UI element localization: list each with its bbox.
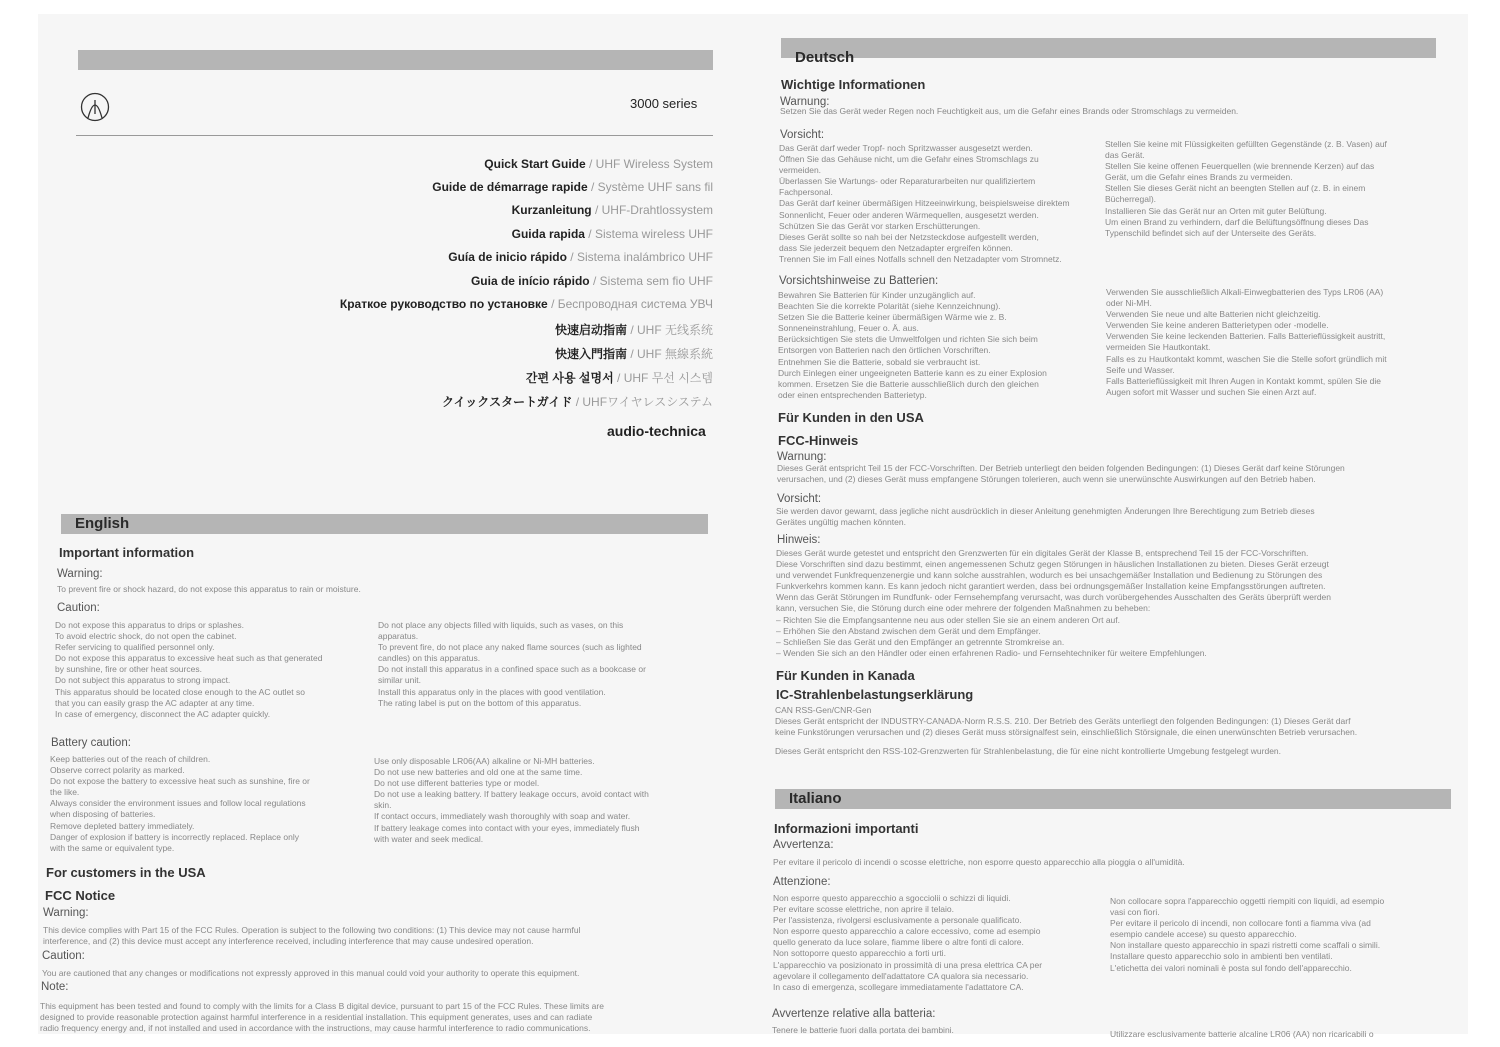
text-line: vermeiden Sie Hautkontakt. xyxy=(1106,342,1211,353)
deutsch-fcc-note-text xyxy=(776,548,1331,659)
guide-title-row xyxy=(512,203,713,217)
text-line: oder einen entsprechenden Batterietyp. xyxy=(778,389,927,400)
guide-title-row xyxy=(555,321,713,338)
text-line: Verwenden Sie ausschließlich Alkali-Einwegbatterien des Typs LR06 (AA) xyxy=(1106,287,1384,297)
text-line: Gerät, um die Gefahr eines Brands zu vermeiden. xyxy=(1105,172,1293,183)
guide-subtitle: / UHF 无线系统 xyxy=(627,323,713,337)
guide-subtitle: / Sistema sem fio UHF xyxy=(589,274,713,288)
text-line: In case of emergency, disconnect the AC adapter quickly. xyxy=(55,708,271,719)
text-line: Seife und Wasser. xyxy=(1106,364,1175,375)
english-battery-label: Battery caution: xyxy=(51,737,131,749)
deutsch-section-title: Deutsch xyxy=(795,49,855,66)
text-line: Do not install this apparatus in a confined space such as a bookcase or xyxy=(378,664,646,675)
deutsch-caution-left xyxy=(779,143,1070,265)
italiano-battery-right: Utilizzare esclusivamente batterie alcaline LR06 (AA) non ricaricabili o xyxy=(1110,1029,1374,1039)
text-line: quello generato da luce solare, fiamme libere o altre fonti di calore. xyxy=(773,937,1024,948)
english-battery-left xyxy=(50,754,310,854)
text-line: Setzen Sie die Batterie keiner übermäßigen Wärme wie z. B. xyxy=(778,312,1007,323)
text-line: Diese Vorschriften sind dazu bestimmt, einen angemessenen Schutz gegen Störungen in häuslichen Installationen zu bieten. Dieses Gerät erzeugt xyxy=(776,559,1329,570)
text-line: Do not expose this apparatus to drips or splashes. xyxy=(55,620,244,630)
deutsch-warning-label: Warnung: xyxy=(780,96,830,108)
text-line: CAN RSS-Gen/CNR-Gen xyxy=(775,705,872,715)
text-line: Do not use new batteries and old one at the same time. xyxy=(374,767,583,778)
text-line: by sunshine, fire or other heat sources. xyxy=(55,664,202,675)
deutsch-fcc-caution-label: Vorsicht: xyxy=(777,493,822,505)
text-line: Öffnen Sie das Gehäuse nicht, um die Gefahr eines Stromschlags zu xyxy=(779,154,1039,165)
text-line: Um einen Brand zu verhindern, darf die Belüftungsöffnung dieses Das xyxy=(1105,216,1369,227)
guide-subtitle: / Sistema inalámbrico UHF xyxy=(566,250,713,264)
italiano-caution-label: Attenzione: xyxy=(773,876,831,888)
text-line: Falls Batterieflüssigkeit mit Ihren Augen in Kontakt kommt, spülen Sie die xyxy=(1106,375,1381,386)
text-line: Do not place any objects filled with liquids, such as vases, on this xyxy=(378,620,624,630)
guide-title-row xyxy=(555,345,713,362)
text-line: Non esporre questo apparecchio a calore eccessivo, come ad esempio xyxy=(773,926,1041,937)
guide-title: 快速启动指南 xyxy=(554,323,627,337)
text-line: similar unit. xyxy=(378,675,421,686)
deutsch-fcc-warning-label: Warnung: xyxy=(777,451,827,463)
text-line: when disposing of batteries. xyxy=(50,809,156,820)
text-line: with water and seek medical. xyxy=(374,833,484,844)
guide-title-row xyxy=(442,393,713,410)
guide-title: Guida rapida xyxy=(511,227,585,241)
guide-title: クイックスタートガイド xyxy=(442,395,573,409)
deutsch-ic-text xyxy=(775,705,1357,738)
english-fcc-note-label: Note: xyxy=(41,981,69,993)
audio-technica-logo-icon xyxy=(80,92,110,122)
text-line: designed to provide reasonable protection against harmful interference in a residential installation. This equipment generates, uses and can radiate xyxy=(40,1012,593,1023)
english-fcc-warning-text xyxy=(43,925,580,947)
english-section-bar xyxy=(61,514,708,534)
text-line: Beachten Sie die korrekte Polarität (siehe Kennzeichnung). xyxy=(778,301,1001,312)
series-label: 3000 series xyxy=(630,96,698,111)
deutsch-battery-left xyxy=(778,290,1047,401)
english-fcc-caution-label: Caution: xyxy=(42,950,85,962)
text-line: Danger of explosion if battery is incorrectly replaced. Replace only xyxy=(50,831,299,842)
guide-title: Guia de início rápido xyxy=(470,274,590,288)
text-line: interference, and (2) this device must accept any interference received, including interference that may cause undesired operation. xyxy=(43,936,534,947)
english-caution-left xyxy=(55,620,322,720)
text-line: Gerätes ungültig machen könnten. xyxy=(776,517,906,528)
text-line: – Erhöhen Sie den Abstand zwischen dem Gerät und dem Empfänger. xyxy=(776,625,1041,636)
text-line: vermeiden. xyxy=(779,165,822,176)
text-line: This equipment has been tested and found to comply with the limits for a Class B digital device, pursuant to part 15 of the FCC Rules. These limits are xyxy=(40,1001,604,1011)
english-fcc-heading: FCC Notice xyxy=(45,888,116,903)
text-line: the like. xyxy=(50,787,80,798)
italiano-caution-left xyxy=(773,893,1042,993)
text-line: that you can easily grasp the AC adapter at any time. xyxy=(55,697,255,708)
text-line: Typenschild befindet sich auf der Unterseite des Geräts. xyxy=(1105,227,1317,238)
text-line: Non sottoporre questo apparecchio a forti urti. xyxy=(773,948,946,959)
text-line: This device complies with Part 15 of the FCC Rules. Operation is subject to the following two conditions: (1) This device may not cause harmful xyxy=(43,925,581,935)
italiano-battery-label: Avvertenze relative alla batteria: xyxy=(772,1008,936,1020)
guide-subtitle: / UHF Wireless System xyxy=(585,157,713,171)
text-line: If battery leakage comes into contact with your eyes, immediately flush xyxy=(374,822,640,833)
text-line: L'apparecchio va posizionato in prossimità di una presa elettrica CA per xyxy=(773,959,1043,970)
text-line: Observe correct polarity as marked. xyxy=(50,765,185,776)
text-line: – Schließen Sie das Gerät und den Empfänger an getrennte Stromkreise an. xyxy=(776,636,1065,647)
english-warning-label: Warning: xyxy=(57,568,103,580)
italiano-section-bar xyxy=(775,789,1451,809)
brand-wordmark: audio-technica xyxy=(607,423,706,439)
text-line: radio frequency energy and, if not installed and used in accordance with the instructions, may cause harmful interference to radio communications. xyxy=(40,1023,591,1034)
text-line: Non collocare sopra l'apparecchio oggetti riempiti con liquidi, ad esempio xyxy=(1110,896,1385,906)
text-line: Entnehmen Sie die Batterie, sobald sie verbraucht ist. xyxy=(778,356,981,367)
guide-title: Kurzanleitung xyxy=(511,203,592,217)
text-line: und verwendet Funkfrequenzenergie und kann solche ausstrahlen, wodurch es bei unsachgemäßer Installation und Bedienung zu Störungen des xyxy=(776,570,1323,581)
deutsch-fcc-heading: FCC-Hinweis xyxy=(778,433,859,448)
guide-title: Краткое руководство по установке xyxy=(339,297,548,311)
italiano-battery-left: Tenere le batterie fuori dalla portata dei bambini. xyxy=(772,1025,954,1035)
deutsch-canada-heading: Für Kunden in Kanada xyxy=(776,668,915,683)
text-line: Fachpersonal. xyxy=(779,187,833,198)
text-line: Install this apparatus only in the places with good ventilation. xyxy=(378,686,606,697)
english-usa-heading: For customers in the USA xyxy=(46,865,206,880)
italiano-caution-right xyxy=(1110,896,1384,974)
guide-subtitle: / Système UHF sans fil xyxy=(587,180,713,194)
english-battery-right xyxy=(374,756,649,845)
text-line: Verwenden Sie neue und alte Batterien nicht gleichzeitig. xyxy=(1106,309,1321,320)
text-line: Falls es zu Hautkontakt kommt, waschen Sie die Stelle sofort gründlich mit xyxy=(1106,353,1387,364)
text-line: In caso di emergenza, scollegare immediatamente l'adattatore CA. xyxy=(773,981,1024,992)
deutsch-caution-right xyxy=(1105,139,1387,239)
guide-title-row xyxy=(512,227,713,241)
text-line: If contact occurs, immediately wash thoroughly with soap and water. xyxy=(374,811,631,822)
text-line: skin. xyxy=(374,800,392,811)
guide-title: 간편 사용 설명서 xyxy=(525,371,614,385)
deutsch-battery-right xyxy=(1106,287,1387,398)
text-line: Per evitare scosse elettriche, non aprire il telaio. xyxy=(773,904,954,915)
italiano-warning-label: Avvertenza: xyxy=(773,839,834,851)
text-line: Dieses Gerät entspricht Teil 15 der FCC-Vorschriften. Der Betrieb unterliegt den beiden folgenden Bedingungen: (1) Dieses Gerät darf keine Störungen xyxy=(777,463,1345,473)
english-warning-text: To prevent fire or shock hazard, do not expose this apparatus to rain or moisture. xyxy=(57,584,361,594)
text-line: The rating label is put on the bottom of this apparatus. xyxy=(378,697,582,708)
text-line: Do not use a leaking battery. If battery leakage occurs, avoid contact with xyxy=(374,789,649,800)
guide-title-row xyxy=(432,180,713,194)
text-line: keine Funkstörungen verursachen und (2) dieses Gerät muss störsignalfest sein, einschließlich Störsignale, die einen unerwünschten Betrieb verursachen. xyxy=(775,727,1358,738)
guide-title-row xyxy=(484,157,713,171)
deutsch-battery-label: Vorsichtshinweise zu Batterien: xyxy=(779,275,939,287)
text-line: Verwenden Sie keine leckenden Batterien. Falls Batterieflüssigkeit austritt, xyxy=(1106,331,1386,342)
guide-subtitle: / Sistema wireless UHF xyxy=(584,227,713,241)
text-line: To prevent fire, do not place any naked flame sources (such as lighted xyxy=(378,642,642,653)
text-line: Keep batteries out of the reach of children. xyxy=(50,754,211,764)
text-line: das Gerät. xyxy=(1105,150,1145,161)
guide-subtitle: / UHF 無線系統 xyxy=(627,347,713,361)
deutsch-important-heading: Wichtige Informationen xyxy=(781,77,926,92)
text-line: Schützen Sie das Gerät vor starken Erschütterungen. xyxy=(779,220,981,231)
text-line: Trennen Sie im Fall eines Notfalls schnell den Netzadapter vom Stromnetz. xyxy=(779,253,1062,264)
text-line: Use only disposable LR06(AA) alkaline or Ni-MH batteries. xyxy=(374,756,595,766)
text-line: Non esporre questo apparecchio a sgocciolii o schizzi di liquidi. xyxy=(773,893,1011,903)
italiano-warning-text: Per evitare il pericolo di incendi o scosse elettriche, non esporre questo apparecchio alla pioggia o all'umidità. xyxy=(773,857,1185,867)
cover-rule xyxy=(76,135,713,136)
guide-title-row xyxy=(471,274,713,288)
text-line: agevolare il collegamento dell'adattatore CA qualora sia necessario. xyxy=(773,970,1029,981)
english-fcc-caution-text: You are cautioned that any changes or modifications not expressly approved in this manual could void your authority to operate this equipment. xyxy=(42,968,580,978)
english-caution-right xyxy=(378,620,646,709)
text-line: Non installare questo apparecchio in spazi ristretti come scaffali o simili. xyxy=(1110,940,1381,951)
deutsch-usa-heading: Für Kunden in den USA xyxy=(778,410,924,425)
cover-header-bar xyxy=(78,50,713,70)
text-line: Sie werden davor gewarnt, dass jegliche nicht ausdrücklich in dieser Anleitung genehmigten Änderungen Ihre Berechtigung zum Betrieb dieses xyxy=(776,506,1315,516)
deutsch-ic-text-2: Dieses Gerät entspricht den RSS-102-Grenzwerten für Strahlenbelastung, die für eine nicht kontrollierte Umgebung festgelegt wurden. xyxy=(775,746,1282,756)
text-line: L'etichetta dei valori nominali è posta sul fondo dell'apparecchio. xyxy=(1110,962,1352,973)
guide-title: 快速入門指南 xyxy=(554,347,627,361)
text-line: This apparatus should be located close enough to the AC outlet so xyxy=(55,686,305,697)
text-line: Verwenden Sie keine anderen Batterietypen oder -modelle. xyxy=(1106,320,1329,331)
text-line: Berücksichtigen Sie stets die Umweltfolgen und richten Sie sich beim xyxy=(778,334,1038,345)
text-line: esempio candele accese) su questo apparecchio. xyxy=(1110,929,1297,940)
text-line: Do not expose this apparatus to excessive heat such as that generated xyxy=(55,653,323,664)
text-line: Per evitare il pericolo di incendi, non collocare fonti a fiamma viva (ad xyxy=(1110,918,1371,929)
deutsch-caution-label: Vorsicht: xyxy=(780,129,825,141)
guide-subtitle: / UHFワイヤレスシステム xyxy=(572,395,713,409)
guide-subtitle: / UHF 무선 시스템 xyxy=(613,371,713,385)
guide-title: Guía de inicio rápido xyxy=(448,250,567,264)
text-line: Installieren Sie das Gerät nur an Orten mit guter Belüftung. xyxy=(1105,205,1327,216)
text-line: Sonnenlicht, Feuer oder anderen Wärmequellen, ausgesetzt werden. xyxy=(779,209,1039,220)
text-line: Entsorgen von Batterien nach den örtlichen Vorschriften. xyxy=(778,345,991,356)
text-line: Dieses Gerät wurde getestet und entspricht den Grenzwerten für ein digitales Gerät der Klasse B, entsprechend Teil 15 der FCC-Vorschriften. xyxy=(776,548,1309,558)
text-line: apparatus. xyxy=(378,631,419,642)
guide-title: Quick Start Guide xyxy=(484,157,586,171)
deutsch-warning-text: Setzen Sie das Gerät weder Regen noch Feuchtigkeit aus, um die Gefahr eines Brands oder Stromschlags zu vermeiden. xyxy=(780,106,1239,116)
text-line: – Richten Sie die Empfangsantenne neu aus oder stellen Sie sie an einem anderen Ort auf. xyxy=(776,614,1120,625)
guide-subtitle: / Беспроводная система УВЧ xyxy=(547,297,713,311)
text-line: Remove depleted battery immediately. xyxy=(50,820,195,831)
text-line: dass Sie jederzeit bequem den Netzadapter ergreifen können. xyxy=(779,242,1013,253)
text-line: Funkverkehrs kommen kann. Es kann jedoch nicht garantiert werden, dass bei ordnungsgemäßer Installation keine Empfangsstörungen auftreten. xyxy=(776,581,1326,592)
text-line: verursachen, und (2) dieses Gerät muss empfangene Störungen tolerieren, auch wenn sie unerwünschte Auswirkungen auf den Betrieb haben. xyxy=(777,474,1316,485)
text-line: kann, versuchen Sie, die Störung durch eine oder mehrere der folgenden Maßnahmen zu beheben: xyxy=(776,603,1151,614)
text-line: Do not expose the battery to excessive heat such as sunshine, fire or xyxy=(50,776,310,787)
guide-title-row xyxy=(448,250,713,264)
text-line: Augen sofort mit Wasser und suchen Sie einen Arzt auf. xyxy=(1106,386,1317,397)
text-line: Das Gerät darf weder Tropf- noch Spritzwasser ausgesetzt werden. xyxy=(779,143,1033,153)
deutsch-fcc-caution-text xyxy=(776,506,1315,528)
text-line: Stellen Sie dieses Gerät nicht an beengten Stellen auf (z. B. in einem xyxy=(1105,183,1366,194)
text-line: Sonneneinstrahlung, Feuer o. Ä. aus. xyxy=(778,323,919,334)
text-line: Refer servicing to qualified personnel only. xyxy=(55,642,215,653)
text-line: Per l'assistenza, rivolgersi esclusivamente a personale qualificato. xyxy=(773,915,1022,926)
text-line: Dieses Gerät entspricht der INDUSTRY-CANADA-Norm R.S.S. 210. Der Betrieb des Geräts unterliegt den folgenden Bedingungen: (1) Dieses Gerät darf xyxy=(775,716,1351,727)
text-line: Always consider the environment issues and follow local regulations xyxy=(50,798,306,809)
guide-title-row xyxy=(340,297,713,311)
text-line: Durch Einlegen einer ungeeigneten Batterie kann es zu einer Explosion xyxy=(778,367,1047,378)
text-line: Dieses Gerät sollte so nah bei der Netzsteckdose aufgestellt werden, xyxy=(779,231,1039,242)
deutsch-section-bar xyxy=(781,38,1436,66)
italiano-important-heading: Informazioni importanti xyxy=(774,821,919,836)
text-line: kommen. Ersetzen Sie die Batterie ausschließlich durch den gleichen xyxy=(778,378,1039,389)
guide-title: Guide de démarrage rapide xyxy=(432,180,588,194)
text-line: Stellen Sie keine mit Flüssigkeiten gefüllten Gegenstände (z. B. Vasen) auf xyxy=(1105,139,1387,149)
text-line: – Wenden Sie sich an den Händler oder einen erfahrenen Radio- und Fernsehtechniker für weitere Empfehlungen. xyxy=(776,647,1207,658)
guide-subtitle: / UHF-Drahtlossystem xyxy=(591,203,713,217)
text-line: vasi con fiori. xyxy=(1110,907,1160,918)
text-line: candles) on this apparatus. xyxy=(378,653,481,664)
text-line: To avoid electric shock, do not open the cabinet. xyxy=(55,631,237,642)
deutsch-fcc-warning-text xyxy=(777,463,1345,485)
english-important-heading: Important information xyxy=(59,545,195,560)
english-fcc-note-text xyxy=(40,1001,604,1034)
text-line: Do not subject this apparatus to strong impact. xyxy=(55,675,231,686)
english-fcc-warning-label: Warning: xyxy=(43,907,89,919)
text-line: Das Gerät darf keiner übermäßigen Hitzeeinwirkung, beispielsweise direktem xyxy=(779,198,1070,209)
text-line: with the same or equivalent type. xyxy=(50,842,175,853)
text-line: Bewahren Sie Batterien für Kinder unzugänglich auf. xyxy=(778,290,976,300)
text-line: Wenn das Gerät Störungen im Rundfunk- oder Fernsehempfang verursacht, was durch vorübergehendes Ausschalten des Geräts überprüft werden xyxy=(776,592,1332,603)
deutsch-fcc-note-label: Hinweis: xyxy=(777,534,821,546)
guide-title-row xyxy=(526,369,713,386)
text-line: Überlassen Sie Wartungs- oder Reparaturarbeiten nur qualifiziertem xyxy=(779,176,1036,187)
text-line: Stellen Sie keine offenen Feuerquellen (wie brennende Kerzen) auf das xyxy=(1105,161,1375,172)
deutsch-ic-heading: IC-Strahlenbelastungserklärung xyxy=(776,687,974,702)
text-line: Installare questo apparecchio solo in ambienti ben ventilati. xyxy=(1110,951,1333,962)
text-line: Do not use different batteries type or model. xyxy=(374,778,540,789)
italiano-section-title: Italiano xyxy=(789,790,842,807)
text-line: oder Ni-MH. xyxy=(1106,298,1152,309)
text-line: Bücherregal). xyxy=(1105,194,1157,205)
english-caution-label: Caution: xyxy=(57,602,100,614)
english-section-title: English xyxy=(75,515,130,532)
